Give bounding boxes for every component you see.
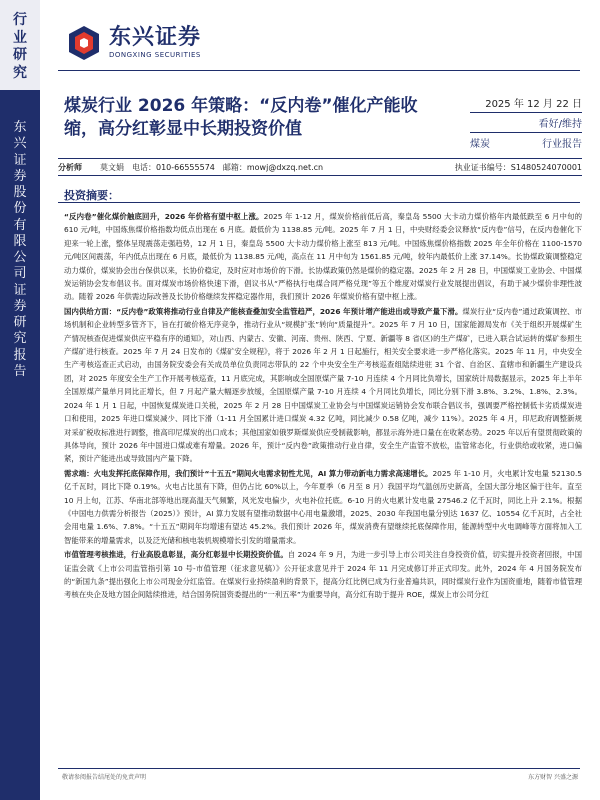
analyst-certificate: 执业证书编号：S1480524070001 [454,162,582,172]
paragraph-text: 自 2024 年 9 月，为进一步引导上市公司关注自身投资价值，切实提升投资者回报，中国证监会就《上市公司监管指引第 10 号-市值管理（征求意见稿）》公开征求意见并于 2024 年 11 月完成修订并正式印发。此外，2024 年 4 月国务院发布的“新国九条”提出强化上市公司现金分红监管。在煤炭行业持续盈利的背景下，提高分红比例已成为行业普遍共识，同时煤炭行业作为国资重地，随着市值管理考核在央企及地方国企间陆续推进，结合国务院国资委提出的“一利五率”为重要导向，高分红有助于提升 ROE，煤炭上市公司分红 [64,550,582,600]
industry-tag: 煤炭 [470,139,490,150]
sidebar-company-label: 东 兴 证 券 股 份 有 限 公 司 证 券 研 究 报 告 [13,120,27,379]
paragraph-lead: 国内供给方面：“反内卷”政策将推动行业自律及产能核查叠加安全监管趋严，2026 年预计增产能进出或导致产量下滑。 [64,306,463,316]
report-meta-box [470,95,582,150]
sidebar-category-label: 行 业 研 究 [13,12,27,81]
disclaimer-note: 敬请参阅报告结尾处的免责声明 [62,774,147,781]
report-date: 2025 年 12 月 22 日 [470,95,582,113]
analyst-bar [58,158,582,176]
abstract-divider [58,202,580,203]
logo-english-name: DONGXING SECURITIES [109,51,201,59]
report-tags [470,133,582,150]
analyst-label: 分析师 [58,162,82,172]
report-title: 煤炭行业 2026 年策略：“反内卷”催化产能收缩，高分红彰显中长期投资价值 [64,96,418,139]
paragraph-text: 2025 年 1-10 月，火电累计发电量 52130.5 亿千瓦时，同比下降 0.19%。火电占比虽有下降，但仍占比 60%以上，今年夏季（6 月至 8 月）我国平均气温创历史新高，全国大部分地区偏于往年。直至 10 月上旬，江苏、华南北部等地出现高温天气频繁，风光发电偏少，火电补位托底。6-10 月的火电累计发电量 27546.2 亿千瓦时，同比上升 2.1%。根据《中国电力供需分析报告（2025）》预计，AI 算力发展有望推动数据中心用电量激增，2025、2030 年我国电量分别达 1637 亿、10554 亿千瓦时，占全社会用电量 1.6%、7.8%。“十五五”期间年均增速有望达 45.2%。我们预计 2026 年，煤炭消费有望继续托底保障作用，能源转型中火电调峰等方面将加入工智能带来的增量需求，以及泛光储和核电装机规模增长引发的增量需求。 [64,468,582,545]
abstract-heading: 投资摘要： [64,189,119,202]
sidebar [0,0,40,800]
footer-slogan: 东方财智 兴盛之源 [528,774,578,781]
paragraph [64,210,582,304]
analyst-email: 邮箱：mowj@dxzq.net.cn [222,162,324,172]
analyst-name: 莫文娟 [100,162,124,172]
paragraph [64,305,582,466]
report-type-tag: 行业报告 [542,139,582,150]
logo-mark-icon [65,24,103,62]
paragraph-lead: “反内卷”催化煤价触底回升，2026 年价格有望中枢上涨。 [64,212,264,221]
abstract-body [64,210,582,603]
footer-divider [58,768,580,769]
paragraph-text: 煤炭行业“反内卷”通过政策调控、市场机制和企业转型多管齐下，旨在打破价格无序竞争，推动行业从“规模扩张”转向“质量提升”。2025 年 7 月 10 日，国家能源局发布《关于组织开展煤矿生产情况核查促进煤炭供应平稳有序的通知》，对山西、内蒙古、安徽、河南、贵州、陕西、宁夏、新疆等 8 省(区)的生产煤矿，已进入联合试运转的煤矿参照生产煤矿进行核查。2025 年 7 月 24 日发布的《煤矿安全规程》，将于 2026 年 2 月 1 日起施行，相关安全要求进一步严格化落实。2025 年 11 月，中央安全生产考核巡查正式启动，由国务院安委会有关成员单位负责同志带队的 22 个中央安全生产考核巡查组陆续进驻 31 个省、自治区、直辖市和新疆生产建设兵团，对 2025 年度安全生产工作开展考核巡查，11 月底完成，其影响或全国原煤产量 7-10 月连续 4 个月同比负增长，国家统计局数据显示，2025 年上半年全国原煤产量单月同比正增长，但 7 月起产量大幅逐步放缓，全国原煤产量 7-10 月连续 4 个月同比负增长，同比分别下滑 3.8%、3.2%、1.8%、2.3%。2024 年 1 月 1 日起，中国恢复煤炭进口关税，2025 年 2 月 28 日中国煤炭工业协会与中国煤炭运销协会发布联合倡议书，强调要严格控制低卡劣质煤炭进口和使用，2025 年进口煤炭减少、同比下滑（1-11 月全国累计进口煤炭 4.32 亿吨，同比减少 0.58 亿吨，减少 11%）。2025 年 4 月，印尼政府调整新规对采矿税收标准进行调整，推高印尼煤炭的出口成本；其他国家如俄罗斯煤炭供应受制裁影响，都显示海外进口量在在收紧态势。2025 年以后有望贯彻政策的具体导向，预计 2026 年中国进口煤或难有增量。2026 年，预计“反内卷”政策推动行业自律，安全生产监管不放松，监管常态化，行业供给或收紧，进口偏紧，预计产能进出或导致国内产量下降。 [64,306,582,464]
paragraph-lead: 市值管理考核推进，行业高股息彰显，高分红彰显中长期投资价值。 [64,550,288,560]
logo-chinese-name: 东兴证券 [109,25,202,50]
rating-label: 看好/维持 [470,113,582,133]
paragraph [64,548,582,602]
company-logo [65,24,201,62]
paragraph-lead: 需求端：火电发挥托底保障作用，我们预计“十五五”期间火电需求韧性尤见，AI 算力带动新电力需求高速增长。 [64,468,433,478]
analyst-phone: 电话：010-66555574 [132,162,215,172]
paragraph-text: 2025 年 1-12 月，煤炭价格前低后高，秦皇岛 5500 大卡动力煤价格年内最低跌至 6 月中旬的 610 元/吨，中国炼焦煤价格指数均低点出现在 6 月底。最低价为 1138.85 元/吨。2025 年 7 月 1 日，中央财经委会议释放“反内卷”信号，在反内卷催化下迎来一轮上涨，整体呈现震荡走强趋势，12 月 1 日，秦皇岛 5500 大卡动力煤价格上涨至 813 元/吨。中国炼焦煤价格指数 2025 年全年价格在 1100-1570 元/吨区间震荡，年内低点出现在 6 月底，最低价为 1138.85 元/吨，高点在 11 月中旬为 1561.85 元/吨，较年内最低价上涨 37.14%。长协煤政策调整稳定动力煤价，煤炭协会出台保供以来，长协价稳定，及时应对市场价的下滑。长协煤政策仍然是煤价的稳定器。2025 年 2 月 28 日，中国煤炭工业协会、中国煤炭运销协会发布倡议书。面对煤炭市场价格快速下滑，倡议书从“严格执行电煤合同严格兑现”等五个维度对煤炭行业发展提出倡议，有助于减少煤价非理性波动。随着 2026 年供需边际改善及长协价格继续发挥稳定器作用，我们预计 2026 年煤炭价格有望中枢上涨。 [64,212,582,302]
paragraph [64,467,582,547]
header-divider [58,70,580,71]
